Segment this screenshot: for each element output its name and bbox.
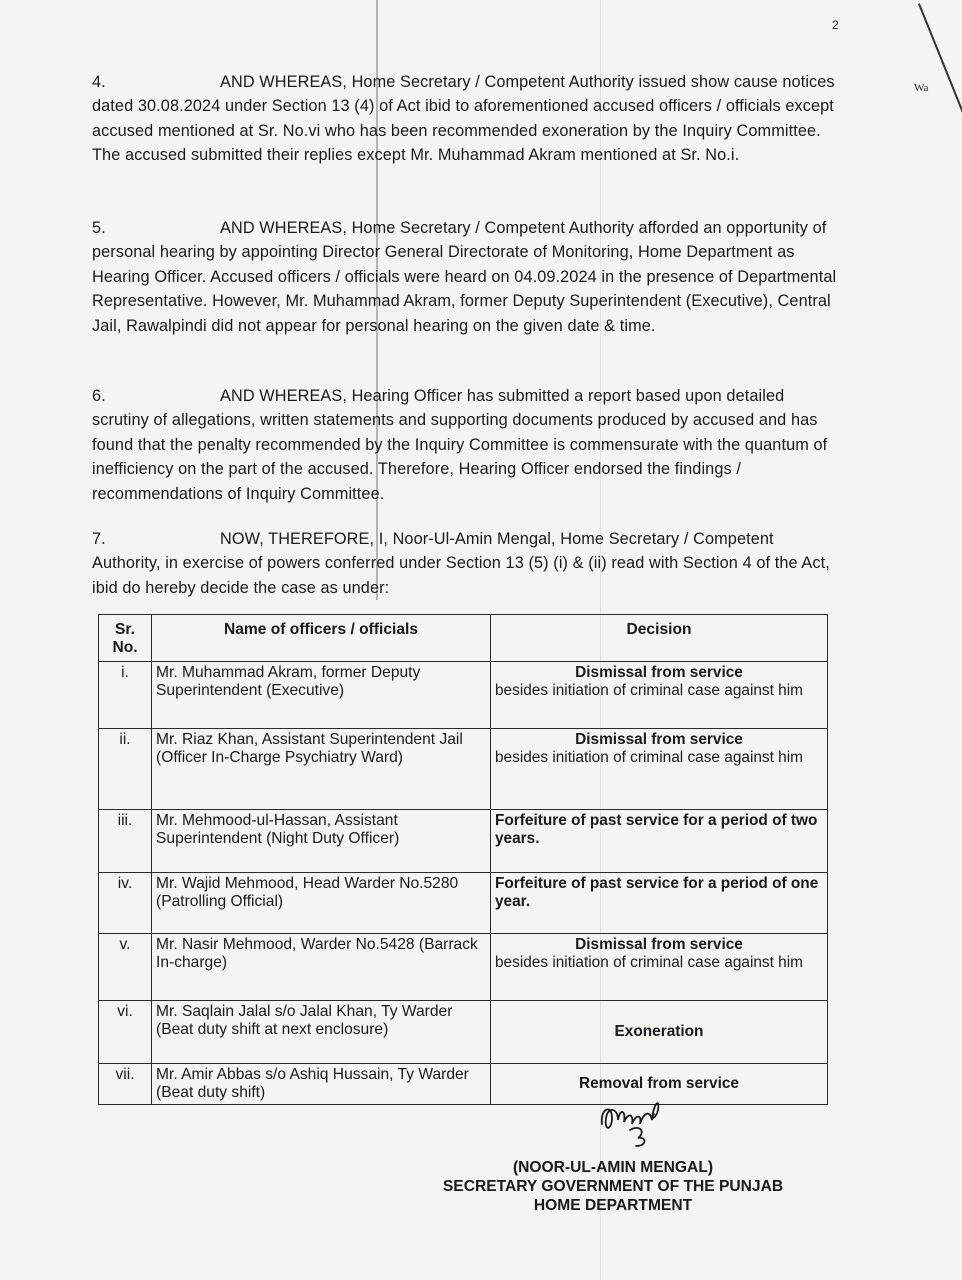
table-row [99,1001,828,1064]
table-row [99,873,828,934]
row-name: Mr. Mehmood-ul-Hassan, Assistant Superintendent (Night Duty Officer) [152,810,491,873]
paragraph-text: AND WHEREAS, Hearing Officer has submitted a report based upon detailed scrutiny of allegations, written statements and supporting documents produced by accused and has found that the penalty recommended by the Inquiry Committee is commensurate with the quantum of inefficiency on the part of the accused. Therefore, Hearing Officer endorsed the findings / recommendations of Inquiry Committee. [92,387,828,503]
paragraph-6 [92,384,838,506]
row-decision [491,729,828,810]
row-name: Mr. Wajid Mehmood, Head Warder No.5280 (Patrolling Official) [152,873,491,934]
table-row [99,1064,828,1105]
row-decision [491,934,828,1001]
header-sr-no: Sr. No. [99,615,152,662]
table-row [99,810,828,873]
paragraph-number: 4. [92,73,106,91]
paragraph-7 [92,527,838,600]
signatory-name: (NOOR-UL-AMIN MENGAL) [512,1159,714,1176]
signature-scrawl [596,1094,676,1154]
paragraph-5 [92,216,838,338]
header-decision: Decision [491,615,828,662]
decision-main: Dismissal from service [575,664,743,681]
row-sr: iii. [99,810,152,873]
row-sr: i. [99,662,152,729]
decision-detail: besides initiation of criminal case against him [495,682,803,699]
header-name: Name of officers / officials [152,615,491,662]
row-decision: Removal from service [491,1064,828,1105]
decision-main: Dismissal from service [575,731,743,748]
paragraph-4 [92,70,838,168]
row-name: Mr. Nasir Mehmood, Warder No.5428 (Barrack In-charge) [152,934,491,1001]
paragraph-number: 6. [92,387,106,405]
table-header-row [99,615,828,662]
row-name: Mr. Amir Abbas s/o Ashiq Hussain, Ty Warder (Beat duty shift) [152,1064,491,1105]
row-decision: Exoneration [491,1001,828,1064]
signatory-designation: SECRETARY GOVERNMENT OF THE PUNJAB [442,1178,784,1195]
paragraph-text: AND WHEREAS, Home Secretary / Competent Authority issued show cause notices dated 30.08.2024 under Section 13 (4) of Act ibid to aforementioned accused officers / officials except accused mentioned at Sr. No.vi who has been recommended exoneration by the Inquiry Committee. The accused submitted their replies except Mr. Muhammad Akram mentioned at Sr. No.i. [92,73,835,165]
paragraph-number: 7. [92,530,106,548]
table-row [99,729,828,810]
row-decision [491,810,828,873]
row-decision [491,662,828,729]
signatory-department: HOME DEPARTMENT [533,1197,693,1214]
decision-main: Forfeiture of past service for a period of one year. [495,875,819,910]
decision-detail: besides initiation of criminal case against him [495,954,803,971]
row-name: Mr. Riaz Khan, Assistant Superintendent Jail (Officer In-Charge Psychiatry Ward) [152,729,491,810]
row-sr: v. [99,934,152,1001]
paragraph-text: AND WHEREAS, Home Secretary / Competent Authority afforded an opportunity of personal hearing by appointing Director General Directorate of Monitoring, Home Department as Hearing Officer. Accused officers / officials were heard on 04.09.2024 in the presence of Departmental Representative. However, Mr. Muhammad Akram, former Deputy Superintendent (Executive), Central Jail, Rawalpindi did not appear for personal hearing on the given date & time. [92,219,837,335]
decision-main: Forfeiture of past service for a period of two years. [495,812,818,847]
edge-stroke [918,3,962,115]
paragraph-text: NOW, THEREFORE, I, Noor-Ul-Amin Mengal, Home Secretary / Competent Authority, in exercise of powers conferred under Section 13 (5) (i) & (ii) read with Section 4 of the Act, ibid do hereby decide the case as under: [92,530,830,597]
corner-mark: 2 [832,18,839,32]
row-sr: vi. [99,1001,152,1064]
row-name: Mr. Saqlain Jalal s/o Jalal Khan, Ty Warder (Beat duty shift at next enclosure) [152,1001,491,1064]
table-row [99,934,828,1001]
decision-table [98,614,828,1105]
row-name: Mr. Muhammad Akram, former Deputy Superintendent (Executive) [152,662,491,729]
decision-main: Dismissal from service [575,936,743,953]
edge-annotation-text: Wa [914,82,929,94]
row-sr: ii. [99,729,152,810]
decision-detail: besides initiation of criminal case against him [495,749,803,766]
row-decision [491,873,828,934]
row-sr: vii. [99,1064,152,1105]
edge-annotation [912,4,956,134]
paragraph-number: 5. [92,219,106,237]
table-row [99,662,828,729]
signature-block [418,1158,808,1215]
row-sr: iv. [99,873,152,934]
